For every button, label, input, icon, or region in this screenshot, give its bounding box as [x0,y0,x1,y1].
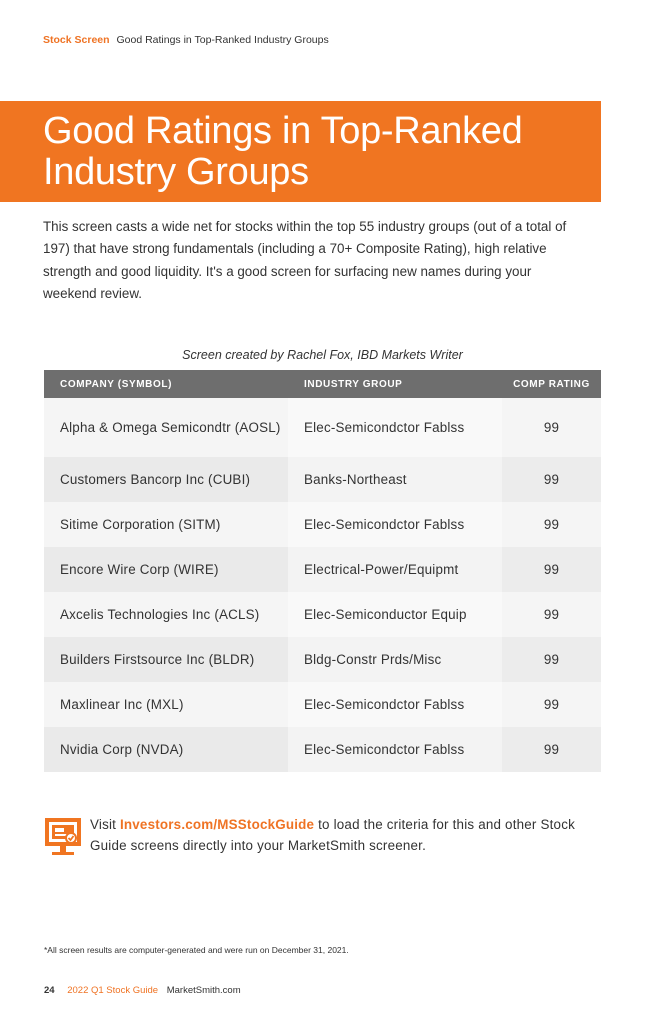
industry-group-cell: Elec-Semicondctor Fablss [288,682,502,727]
industry-group-cell: Elec-Semicondctor Fablss [288,727,502,772]
company-cell: Sitime Corporation (SITM) [44,502,288,547]
title-banner [0,101,601,202]
company-cell: Maxlinear Inc (MXL) [44,682,288,727]
table-row [44,502,601,547]
page-number: 24 [44,985,55,996]
site-name: MarketSmith.com [166,985,241,996]
guide-name: 2022 Q1 Stock Guide [67,985,159,996]
footnote: *All screen results are computer-generated and were run on December 31, 2021. [44,945,349,955]
industry-group-cell: Banks-Northeast [288,457,502,502]
table-row [44,682,601,727]
table-row [44,592,601,637]
table-row [44,398,601,457]
comp-rating-cell: 99 [502,727,601,772]
industry-group-cell: Bldg-Constr Prds/Misc [288,637,502,682]
screen-credit: Screen created by Rachel Fox, IBD Markets Writer [182,348,463,362]
comp-rating-cell: 99 [502,457,601,502]
breadcrumb-title: Good Ratings in Top-Ranked Industry Groups [116,34,329,46]
company-cell: Encore Wire Corp (WIRE) [44,547,288,592]
results-table [44,370,601,772]
company-cell: Axcelis Technologies Inc (ACLS) [44,592,288,637]
comp-rating-cell: 99 [502,547,601,592]
comp-rating-cell: 99 [502,592,601,637]
visit-suffix: to load the criteria for this and other Stock Guide screens directly into your MarketSmith screener. [90,817,575,853]
page-footer [44,985,241,996]
column-header-industry-group: INDUSTRY GROUP [288,370,502,398]
computer-screen-icon [44,817,82,857]
industry-group-cell: Electrical-Power/Equipmt [288,547,502,592]
industry-group-cell: Elec-Semicondctor Fablss [288,398,502,457]
page-title: Good Ratings in Top-Ranked Industry Groups [43,110,523,193]
table-row [44,637,601,682]
industry-group-cell: Elec-Semiconductor Equip [288,592,502,637]
company-cell: Nvidia Corp (NVDA) [44,727,288,772]
intro-paragraph: This screen casts a wide net for stocks within the top 55 industry groups (out of a total of 197) that have strong fundamentals (including a 70+ Composite Rating), high relative strength and good liquidity. It's a good screen for surfacing new names during your weekend review. [43,219,567,301]
table-row [44,457,601,502]
table-row [44,727,601,772]
breadcrumb [43,34,329,46]
table-row [44,547,601,592]
column-header-comp-rating: COMP RATING [502,370,601,398]
breadcrumb-section: Stock Screen [43,34,110,46]
visit-prefix: Visit [90,817,120,832]
comp-rating-cell: 99 [502,682,601,727]
visit-text [90,814,590,856]
company-cell: Builders Firstsource Inc (BLDR) [44,637,288,682]
comp-rating-cell: 99 [502,502,601,547]
column-header-company: COMPANY (SYMBOL) [44,370,288,398]
company-cell: Alpha & Omega Semicondtr (AOSL) [44,398,288,457]
comp-rating-cell: 99 [502,398,601,457]
marketsmith-guide-link[interactable]: Investors.com/MSStockGuide [119,817,315,832]
industry-group-cell: Elec-Semicondctor Fablss [288,502,502,547]
table-header-row [44,370,601,398]
company-cell: Customers Bancorp Inc (CUBI) [44,457,288,502]
comp-rating-cell: 99 [502,637,601,682]
